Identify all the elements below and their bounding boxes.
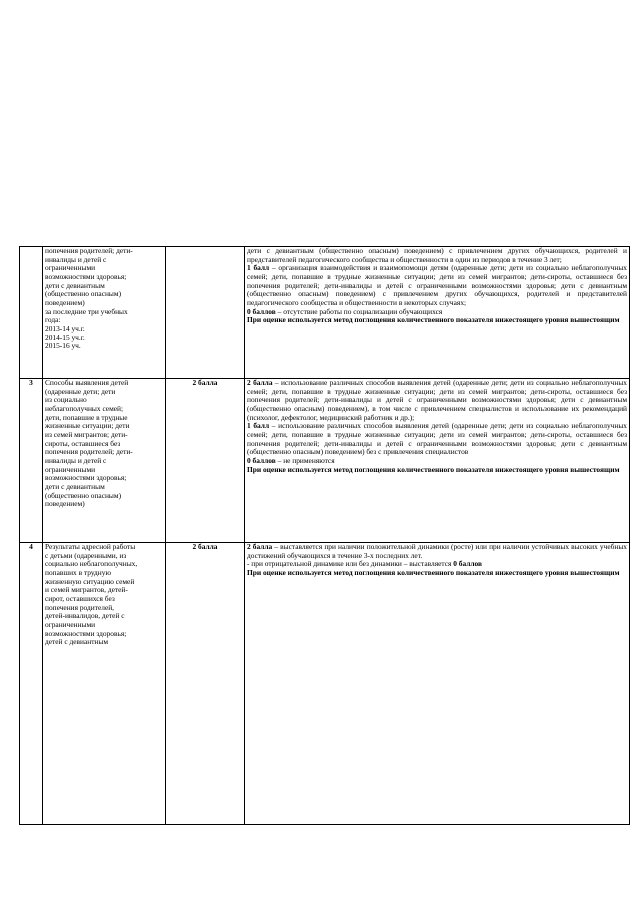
criterion-line: 2013-14 уч.г. xyxy=(45,323,85,333)
criterion-line: (общественно опасным) xyxy=(45,289,122,299)
table-row xyxy=(20,379,630,543)
criterion-line: попечения родителей, xyxy=(45,602,115,612)
criterion-line: возможностями здоровья; xyxy=(45,473,127,483)
criterion-line: ограниченными xyxy=(45,263,96,273)
criterion-line: за последние три учебных xyxy=(45,306,128,316)
description-paragraph: 0 баллов – не применяются xyxy=(247,455,335,465)
criterion-line: дети, попавшие в трудные xyxy=(45,412,128,422)
criterion-line: неблагополучных семей; xyxy=(45,403,124,413)
criterion-line: поведением) xyxy=(45,297,85,307)
criterion-line: инвалиды и детей с xyxy=(45,455,107,465)
score-cell: 2 балла xyxy=(166,543,245,825)
row-number xyxy=(20,247,43,379)
row-number: 4 xyxy=(20,543,43,825)
row-number: 3 xyxy=(20,379,43,543)
table-row xyxy=(20,247,630,379)
description-paragraph: При оценке используется метод поглощения количественного показателя нижестоящего уровня вышестоящим xyxy=(247,464,620,474)
criterion-line: жизненные ситуации; дети xyxy=(45,421,130,431)
criteria-table xyxy=(19,246,630,825)
description-paragraph: 1 балл – организация взаимодействия и взаимопомощи детям (одаренные дети; дети из социально неблагополучных семей; дети, попавшие в трудные жизненные ситуации; дети из семей мигрантов; дети-сироты, оставшиеся без попечения родителей; дети-инвалиды и детей с ограниченными возможностями здоровья; дети с девиантным (общественно опасным) поведением) с привлечением других обучающихся, родителей и представителей педагогического сообщества и общественности в некоторых случаях; xyxy=(247,263,627,307)
description-cell xyxy=(245,543,630,825)
criterion-line: сирот, оставшихся без xyxy=(45,593,115,603)
description-cell xyxy=(245,379,630,543)
criterion-line: социально неблагополучных, xyxy=(45,559,138,569)
description-paragraph: При оценке используется метод поглощения количественного показателя нижестоящего уровня вышестоящим xyxy=(247,315,620,325)
criterion-line: 2015-16 уч. xyxy=(45,341,81,351)
criterion-line: жизненную ситуацию семей xyxy=(45,576,135,586)
criterion-cell xyxy=(43,379,166,543)
criterion-line: детей с девиантным xyxy=(45,637,109,647)
criterion-line: (общественно опасным) xyxy=(45,490,122,500)
criterion-line: сироты, оставшиеся без xyxy=(45,438,121,448)
criterion-line: попавших в трудную xyxy=(45,567,111,577)
criterion-line: дети с девиантным xyxy=(45,280,105,290)
criterion-line: (одаренные дети; дети xyxy=(45,386,116,396)
table-row xyxy=(20,543,630,825)
criterion-line: возможностями здоровья; xyxy=(45,271,127,281)
criterion-line: Результаты адресной работы xyxy=(45,542,136,551)
criterion-line: дети с девиантным xyxy=(45,481,105,491)
criterion-cell xyxy=(43,247,166,379)
criterion-line: Способы выявления детей xyxy=(45,378,129,387)
score-cell: 2 балла xyxy=(166,379,245,543)
criterion-line: попечения родителей; дети- xyxy=(45,447,133,457)
criterion-line: года: xyxy=(45,315,61,325)
criterion-line: поведением) xyxy=(45,499,85,509)
criterion-line: из социально xyxy=(45,395,87,405)
criterion-line: 2014-15 уч.г. xyxy=(45,332,85,342)
description-paragraph: дети с девиантным (общественно опасным) поведением) с привлечением других обучающихся, родителей и представителей педагогического сообщества и общественности в один из периодов в течение 3 лет; xyxy=(247,246,627,264)
description-cell xyxy=(245,247,630,379)
criterion-line: с детьми (одаренными, из xyxy=(45,550,127,560)
description-paragraph: При оценке используется метод поглощения количественного показателя нижестоящего уровня вышестоящим xyxy=(247,567,620,577)
description-paragraph: 0 баллов – отсутствие работы по социализации обучающихся xyxy=(247,306,443,316)
description-paragraph: 2 балла – использование различных способов выявления детей (одаренные дети; дети из социально неблагополучных семей; дети, попавшие в трудные жизненные ситуации; дети из семей мигрантов; дети-сироты, оставшиеся без попечения родителей; дети-инвалиды и детей с ограниченными возможностями здоровья; дети с девиантным (общественно опасным) поведением), в том числе с привлечением специалистов и использование их рекомендаций (психолог, дефектолог, медицинский работник и др.); xyxy=(247,378,627,422)
criterion-line: ограниченными xyxy=(45,619,96,629)
score-cell xyxy=(166,247,245,379)
criterion-line: из семей мигрантов; дети- xyxy=(45,429,128,439)
criterion-line: детей-инвалидов, детей с xyxy=(45,611,125,621)
criterion-cell xyxy=(43,543,166,825)
criterion-line: попечения родителей; дети- xyxy=(45,246,133,255)
criterion-line: и семей мигрантов, детей- xyxy=(45,585,128,595)
description-paragraph: 1 балл – использование различных способов выявления детей (одаренные дети; дети из социально неблагополучных семей; дети, попавшие в трудные жизненные ситуации; дети из семей мигрантов; дети-сироты, оставшиеся без попечения родителей; дети-инвалиды и детей с ограниченными возможностями здоровья; дети с девиантным (общественно опасным) поведением) без с привлечения специалистов xyxy=(247,421,627,457)
description-paragraph: 2 балла – выставляется при наличии положительной динамики (росте) или при наличии устойчивых высоких учебных достижений обучающихся в течение 3-х последних лет. xyxy=(247,542,627,560)
description-paragraph: - при отрицательной динамике или без динамики – выставляется 0 баллов xyxy=(247,559,483,569)
criterion-line: инвалиды и детей с xyxy=(45,254,107,264)
criterion-line: возможностями здоровья; xyxy=(45,628,127,638)
criterion-line: ограниченными xyxy=(45,464,96,474)
